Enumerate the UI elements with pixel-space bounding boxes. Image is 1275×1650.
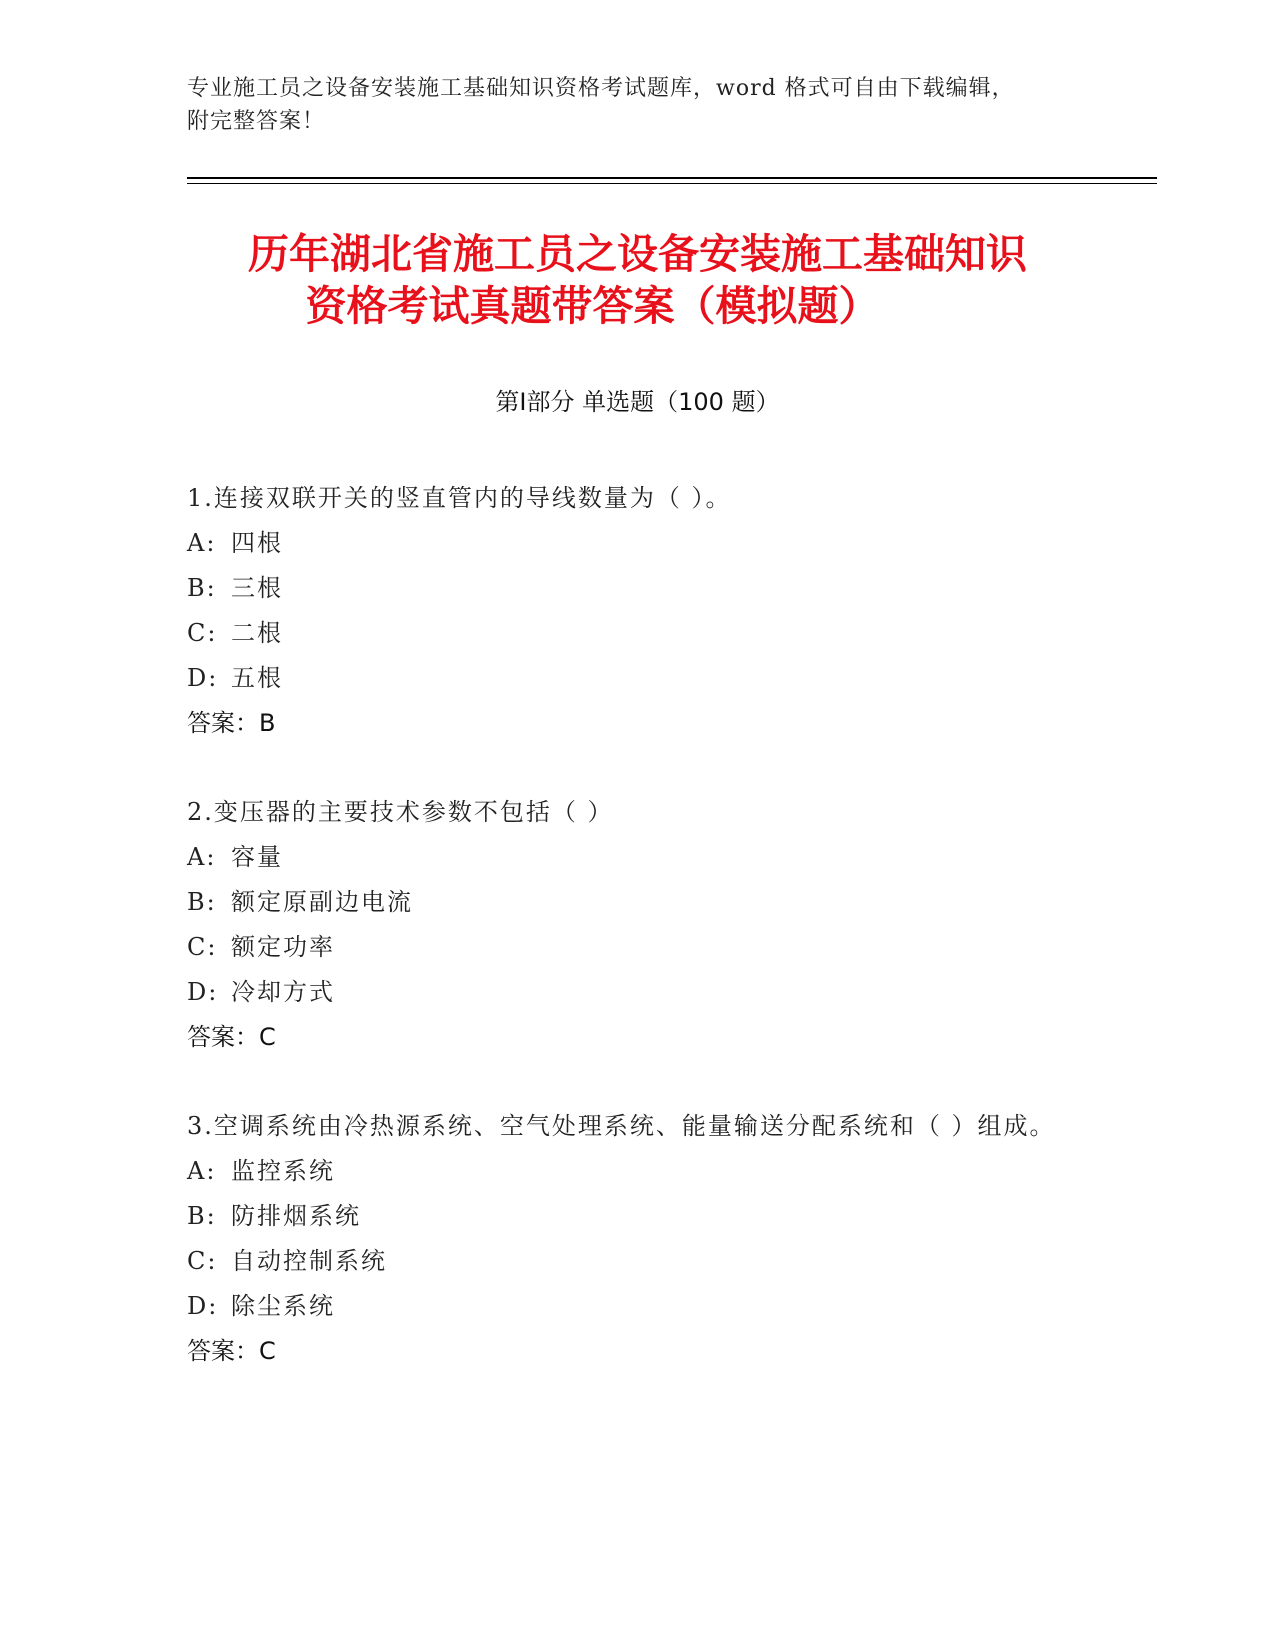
option-letter: A: [187, 1157, 217, 1185]
option-text: 冷却方式 [231, 978, 335, 1006]
answer-line: 答案：B [187, 709, 276, 737]
answer-line: 答案：C [187, 1023, 276, 1051]
option-text: 三根 [231, 574, 283, 602]
header-divider-thin [187, 183, 1157, 184]
header-note-line-1: 专业施工员之设备安装施工基础知识资格考试题库，word 格式可自由下载编辑， [187, 76, 1015, 101]
document-title [0, 228, 1275, 332]
option-c [187, 925, 1067, 970]
question-stem: 3.空调系统由冷热源系统、空气处理系统、能量输送分配系统和（ ）组成。 [187, 1112, 1056, 1140]
option-letter: B: [187, 574, 217, 602]
question-list [187, 476, 1067, 1418]
document-title-line-2: 资格考试真题带答案（模拟题） [305, 282, 880, 330]
option-text: 容量 [231, 843, 283, 871]
question-stem: 2.变压器的主要技术参数不包括（ ） [187, 798, 614, 826]
question-1 [187, 476, 1067, 746]
document-title-line-1: 历年湖北省施工员之设备安装施工基础知识 [248, 230, 1027, 278]
section-heading: 第Ⅰ部分 单选题（100 题） [495, 388, 780, 416]
option-a [187, 521, 1067, 566]
option-d [187, 656, 1067, 701]
option-a [187, 1149, 1067, 1194]
option-letter: A: [187, 529, 217, 557]
option-c [187, 1239, 1067, 1284]
option-letter: C: [187, 1247, 218, 1275]
option-a [187, 835, 1067, 880]
question-2 [187, 790, 1067, 1060]
option-letter: C: [187, 619, 218, 647]
option-letter: D: [187, 1292, 219, 1320]
option-text: 四根 [231, 529, 283, 557]
option-d [187, 1284, 1067, 1329]
option-text: 防排烟系统 [231, 1202, 361, 1230]
option-b [187, 880, 1067, 925]
option-letter: D: [187, 664, 219, 692]
option-letter: B: [187, 888, 217, 916]
option-text: 除尘系统 [231, 1292, 335, 1320]
option-text: 二根 [231, 619, 283, 647]
option-text: 额定原副边电流 [231, 888, 413, 916]
answer-line: 答案：C [187, 1337, 276, 1365]
option-letter: C: [187, 933, 218, 961]
option-letter: A: [187, 843, 217, 871]
header-note [187, 72, 1067, 138]
option-d [187, 970, 1067, 1015]
option-letter: B: [187, 1202, 217, 1230]
option-letter: D: [187, 978, 219, 1006]
option-text: 监控系统 [231, 1157, 335, 1185]
option-b [187, 566, 1067, 611]
option-b [187, 1194, 1067, 1239]
question-3 [187, 1104, 1067, 1374]
option-text: 五根 [231, 664, 283, 692]
option-c [187, 611, 1067, 656]
header-note-line-2: 附完整答案！ [187, 109, 326, 134]
option-text: 自动控制系统 [231, 1247, 387, 1275]
question-stem: 1.连接双联开关的竖直管内的导线数量为（ ）。 [187, 484, 732, 512]
header-divider-thick [187, 177, 1157, 179]
option-text: 额定功率 [231, 933, 335, 961]
